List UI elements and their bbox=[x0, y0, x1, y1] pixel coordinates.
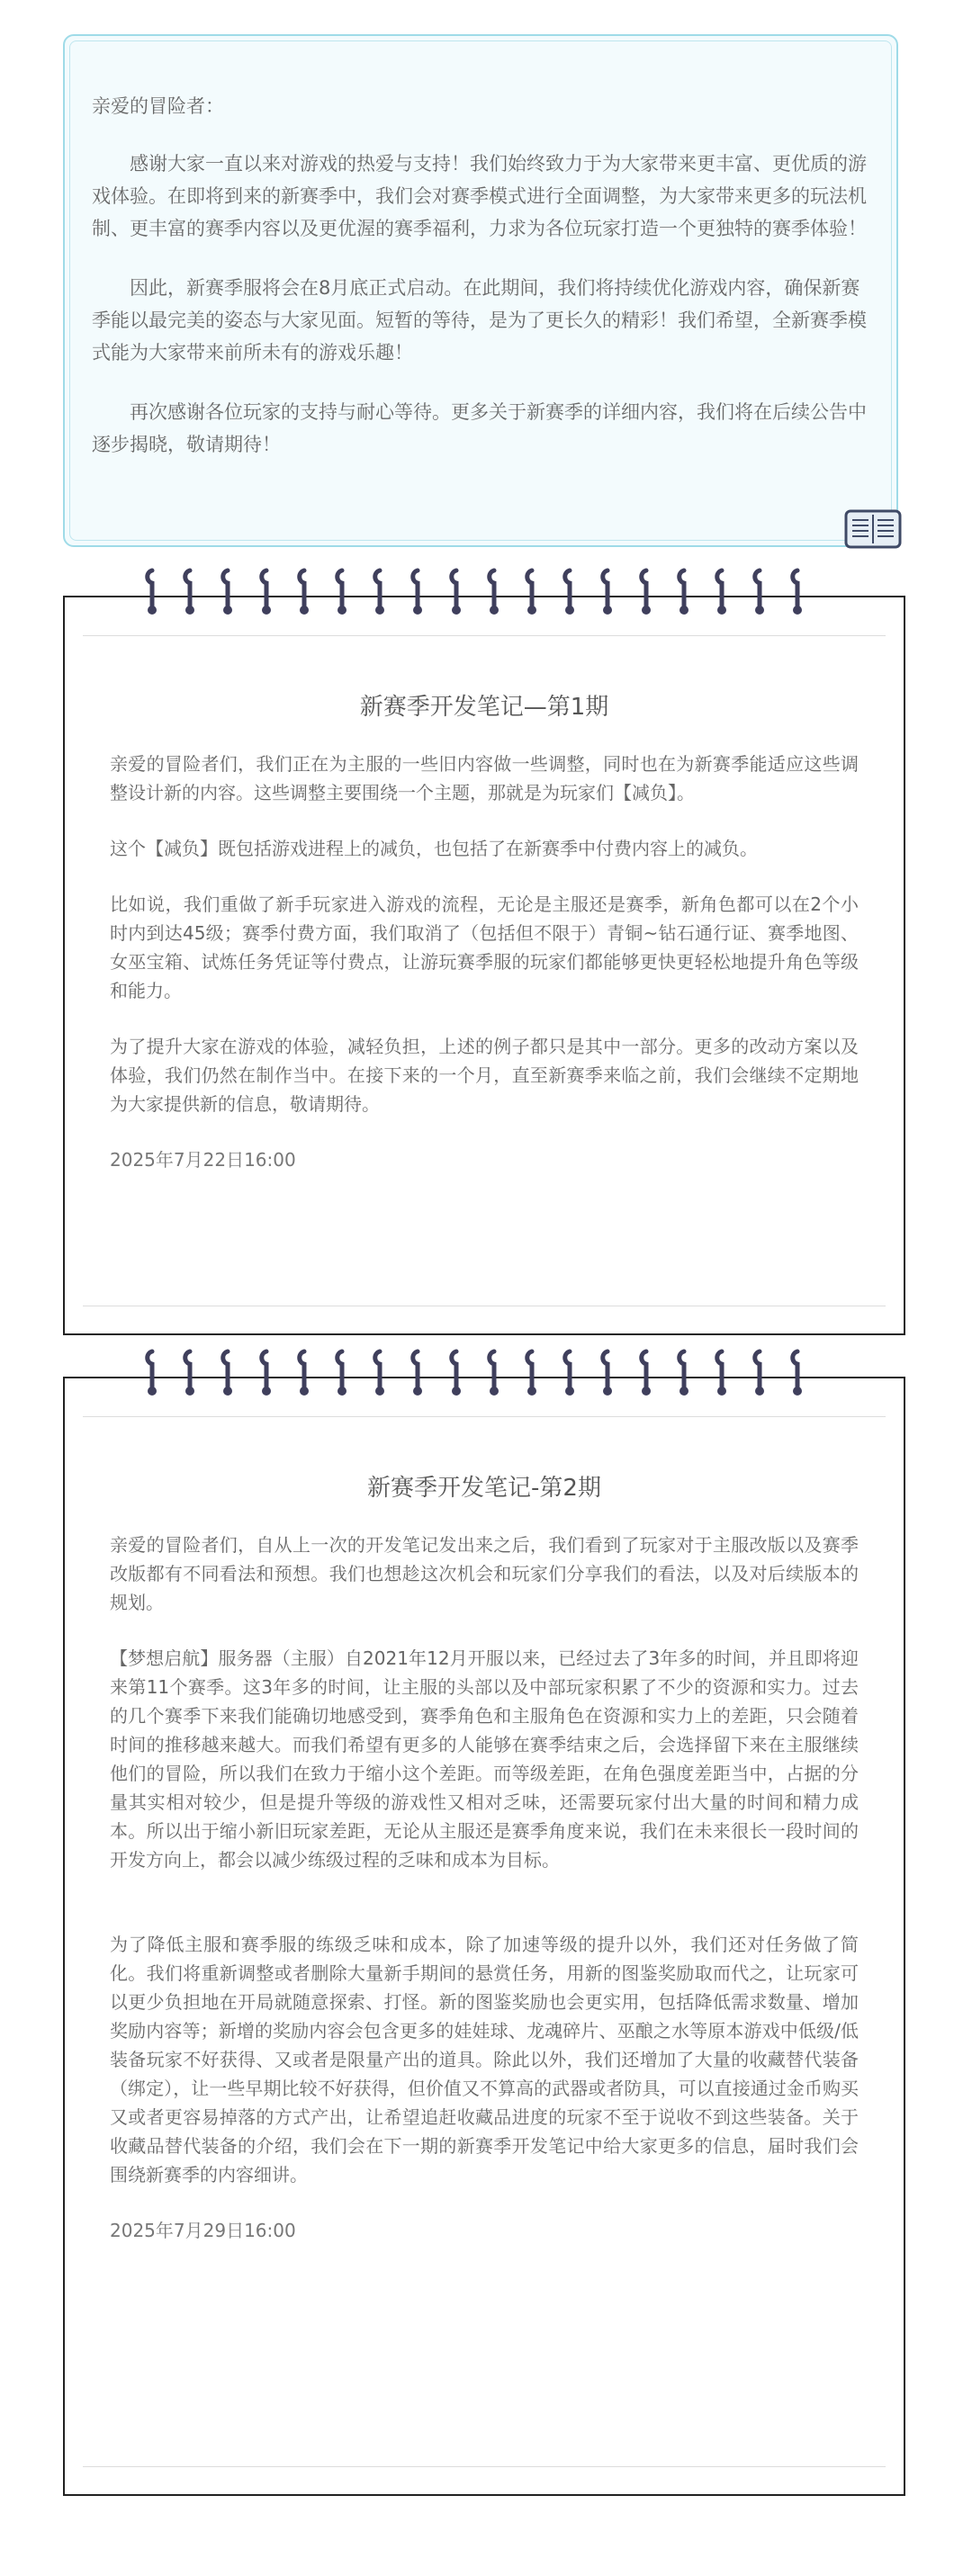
dev-note-2 bbox=[63, 1377, 905, 2496]
note-page bbox=[83, 635, 886, 1306]
spiral-ring-icon bbox=[372, 567, 388, 615]
note-paragraph: 为了提升大家在游戏的体验，减轻负担，上述的例子都只是其中一部分。更多的改动方案以及体验，我们仍然在制作当中。在接下来的一个月，直至新赛季来临之前，我们会继续不定期地为大家提供新的信息，敬请期待。 bbox=[110, 1036, 859, 1115]
note-content bbox=[110, 1417, 859, 2272]
spiral-ring-icon bbox=[182, 1348, 198, 1396]
spiral-ring-icon bbox=[448, 1348, 464, 1396]
spiral-ring-icon bbox=[599, 1348, 616, 1396]
note-paragraph: 亲爱的冒险者们，我们正在为主服的一些旧内容做一些调整，同时也在为新赛季能适应这些调整设计新的内容。这些调整主要围绕一个主题，那就是为玩家们【减负】。 bbox=[110, 753, 859, 803]
spiral-ring-icon bbox=[296, 1348, 312, 1396]
spiral-ring-icon bbox=[752, 567, 768, 615]
spiral-ring-icon bbox=[562, 567, 578, 615]
spiral-binding bbox=[65, 1348, 904, 1398]
dev-note-1 bbox=[63, 596, 905, 1335]
note-page bbox=[83, 1416, 886, 2467]
note-date: 2025年7月22日16:00 bbox=[110, 1149, 296, 1171]
spiral-ring-icon bbox=[486, 1348, 502, 1396]
note-paragraph: 为了降低主服和赛季服的练级乏味和成本，除了加速等级的提升以外，我们还对任务做了简化。我们将重新调整或者删除大量新手期间的悬赏任务，用新的图鉴奖励取而代之，让玩家可以更少负担地在开局就随意探索、打怪。新的图鉴奖励也会更实用，包括降低需求数量、增加奖励内容等；新增的奖励内容会包含更多的娃娃球、龙魂碎片、巫酿之水等原本游戏中低级/低装备玩家不好获得、又或者是限量产出的道具。除此以外，我们还增加了大量的收藏替代装备（绑定），让一些早期比较不好获得，但价值又不算高的武器或者防具，可以直接通过金币购买又或者更容易掉落的方式产出，让希望追赶收藏品进度的玩家不至于说收不到这些装备。关于收藏品替代装备的介绍，我们会在下一期的新赛季开发笔记中给大家更多的信息，届时我们会围绕新赛季的内容细讲。 bbox=[110, 1934, 859, 2186]
book-icon bbox=[844, 509, 902, 549]
spiral-ring-icon bbox=[789, 1348, 806, 1396]
note-paragraph: 亲爱的冒险者们，自从上一次的开发笔记发出来之后，我们看到了玩家对于主服改版以及赛季改版都有不同看法和预想。我们也想趁这次机会和玩家们分享我们的看法，以及对后续版本的规划。 bbox=[110, 1534, 859, 1613]
letter-paragraph: 因此，新赛季服将会在8月底正式启动。在此期间，我们将持续优化游戏内容，确保新赛季能以最完美的姿态与大家见面。短暂的等待，是为了更长久的精彩！我们希望，全新赛季模式能为大家带来前所未有的游戏乐趣！ bbox=[92, 277, 867, 364]
spiral-ring-icon bbox=[714, 567, 730, 615]
spiral-ring-icon bbox=[448, 567, 464, 615]
spiral-ring-icon bbox=[562, 1348, 578, 1396]
note-title: 新赛季开发笔记-第2期 bbox=[367, 1475, 601, 1502]
note-date: 2025年7月29日16:00 bbox=[110, 2220, 296, 2241]
spiral-ring-icon bbox=[334, 1348, 350, 1396]
spiral-ring-icon bbox=[524, 1348, 540, 1396]
spiral-ring-icon bbox=[258, 567, 274, 615]
note-paragraph: 这个【减负】既包括游戏进程上的减负，也包括了在新赛季中付费内容上的减负。 bbox=[110, 838, 758, 859]
spiral-ring-icon bbox=[182, 567, 198, 615]
note-paragraph: 比如说，我们重做了新手玩家进入游戏的流程，无论是主服还是赛季，新角色都可以在2个小时内到达45级；赛季付费方面，我们取消了（包括但不限于）青铜~钻石通行证、赛季地图、女巫宝箱、试炼任务凭证等付费点，让游玩赛季服的玩家们都能够更快更轻松地提升角色等级和能力。 bbox=[110, 893, 859, 1001]
spiral-ring-icon bbox=[220, 1348, 236, 1396]
spiral-ring-icon bbox=[638, 567, 654, 615]
announcement-letter bbox=[63, 34, 898, 547]
spiral-ring-icon bbox=[220, 567, 236, 615]
spiral-ring-icon bbox=[676, 567, 692, 615]
spiral-ring-icon bbox=[524, 567, 540, 615]
spiral-ring-icon bbox=[144, 1348, 160, 1396]
spiral-ring-icon bbox=[486, 567, 502, 615]
spiral-ring-icon bbox=[372, 1348, 388, 1396]
spiral-ring-icon bbox=[752, 1348, 768, 1396]
letter-paragraph: 感谢大家一直以来对游戏的热爱与支持！我们始终致力于为大家带来更丰富、更优质的游戏体验。在即将到来的新赛季中，我们会对赛季模式进行全面调整，为大家带来更多的玩法机制、更丰富的赛季内容以及更优渥的赛季福利，力求为各位玩家打造一个更独特的赛季体验！ bbox=[92, 153, 867, 239]
spiral-ring-icon bbox=[144, 567, 160, 615]
spiral-ring-icon bbox=[410, 1348, 426, 1396]
spiral-binding bbox=[65, 567, 904, 617]
letter-body bbox=[92, 90, 869, 488]
spiral-ring-icon bbox=[714, 1348, 730, 1396]
spiral-ring-icon bbox=[676, 1348, 692, 1396]
note-paragraph: 【梦想启航】服务器（主服）自2021年12月开服以来，已经过去了3年多的时间，并且即将迎来第11个赛季。这3年多的时间，让主服的头部以及中部玩家积累了不少的资源和实力。过去的几个赛季下来我们能确切地感受到，赛季角色和主服角色在资源和实力上的差距，只会随着时间的推移越来越大。而我们希望有更多的人能够在赛季结束之后，会选择留下来在主服继续他们的冒险，所以我们在致力于缩小这个差距。而等级差距，在角色强度差距当中，占据的分量其实相对较少，但是提升等级的游戏性又相对乏味，还需要玩家付出大量的时间和精力成本。所以出于缩小新旧玩家差距，无论从主服还是赛季角度来说，我们在未来很长一段时间的开发方向上，都会以减少练级过程的乏味和成本为目标。 bbox=[110, 1647, 859, 1871]
letter-greeting: 亲爱的冒险者： bbox=[92, 95, 224, 117]
letter-paragraph: 再次感谢各位玩家的支持与耐心等待。更多关于新赛季的详细内容，我们将在后续公告中逐步揭晓，敬请期待！ bbox=[92, 401, 867, 455]
spiral-ring-icon bbox=[410, 567, 426, 615]
note-title: 新赛季开发笔记—第1期 bbox=[359, 694, 609, 721]
spiral-ring-icon bbox=[258, 1348, 274, 1396]
spiral-ring-icon bbox=[789, 567, 806, 615]
spiral-ring-icon bbox=[296, 567, 312, 615]
spiral-ring-icon bbox=[638, 1348, 654, 1396]
spiral-ring-icon bbox=[599, 567, 616, 615]
spiral-ring-icon bbox=[334, 567, 350, 615]
note-content bbox=[110, 636, 859, 1201]
